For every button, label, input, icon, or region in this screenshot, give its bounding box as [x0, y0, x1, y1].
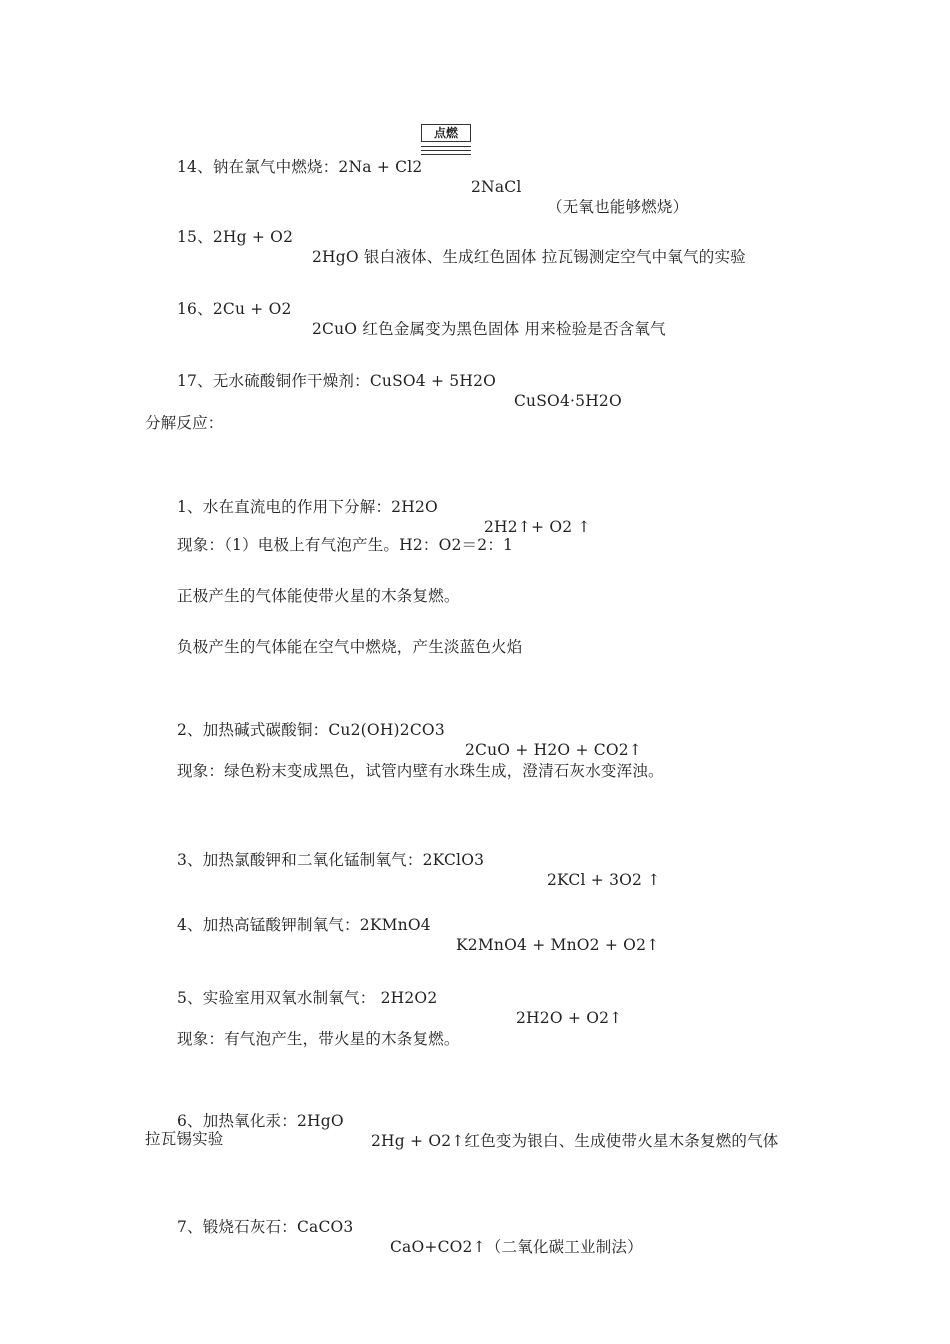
decomp-5-products: 2H2O + O2↑ [516, 1009, 623, 1027]
reaction-14-note: （无氧也能够燃烧） [547, 198, 689, 216]
decomp-1-products: 2H2↑+ O2 ↑ [484, 518, 591, 536]
reaction-17 [177, 351, 877, 410]
decomp-7-products: CaO+CO2↑（二氧化碳工业制法） [390, 1238, 643, 1256]
reaction-15-products: 2HgO 银白液体、生成红色固体 拉瓦锡测定空气中氧气的实验 [312, 248, 746, 266]
decomp-7-reactants: 7、锻烧石灰石：CaCO3 [177, 1218, 354, 1236]
equation-bar-top [421, 146, 471, 147]
reaction-14-reactants: 14、钠在氯气中燃烧：2Na + Cl2 [177, 158, 423, 176]
decomp-6-reactants: 6、加热氧化汞：2HgO [177, 1112, 344, 1130]
reaction-16-reactants: 16、2Cu + O2 [177, 300, 292, 318]
reaction-15-reactants: 15、2Hg + O2 [177, 228, 294, 246]
section-title-decomposition: 分解反应： [145, 414, 224, 432]
decomp-2-reactants: 2、加热碱式碳酸铜：Cu2(OH)2CO3 [177, 721, 445, 739]
decomp-3 [177, 830, 877, 889]
reaction-15 [177, 207, 877, 266]
decomp-5-reactants: 5、实验室用双氧水制氧气： 2H2O2 [177, 989, 438, 1007]
reaction-14 [177, 137, 877, 216]
reaction-17-reactants: 17、无水硫酸铜作干燥剂：CuSO4 + 5H2O [177, 372, 497, 390]
decomp-6-products: 2Hg + O2↑红色变为银白、生成使带火星木条复燃的气体 [371, 1132, 779, 1150]
reaction-condition-box: 点燃 [421, 124, 471, 142]
equation-bar-bottom [421, 154, 471, 155]
decomp-1-negative-electrode: 负极产生的气体能在空气中燃烧，产生淡蓝色火焰 [177, 638, 523, 656]
reaction-16 [177, 279, 877, 338]
decomp-5-phenomenon: 现象：有气泡产生，带火星的木条复燃。 [177, 1030, 460, 1048]
decomp-4-reactants: 4、加热高锰酸钾制氧气：2KMnO4 [177, 916, 431, 934]
reaction-16-products: 2CuO 红色金属变为黑色固体 用来检验是否含氧气 [312, 320, 666, 338]
decomp-7 [177, 1197, 877, 1256]
reaction-17-products: CuSO4·5H2O [514, 392, 622, 410]
decomp-6-continuation: 拉瓦锡实验 [145, 1130, 224, 1148]
decomp-3-reactants: 3、加热氯酸钾和二氧化锰制氧气：2KClO3 [177, 851, 485, 869]
decomp-1-phenomenon: 现象：（1）电极上有气泡产生。H2：O2＝2：1 [177, 536, 514, 554]
decomp-2-phenomenon: 现象：绿色粉末变成黑色，试管内壁有水珠生成，澄清石灰水变浑浊。 [177, 762, 664, 780]
decomp-3-products: 2KCl + 3O2 ↑ [547, 871, 661, 889]
decomp-1-positive-electrode: 正极产生的气体能使带火星的木条复燃。 [177, 587, 460, 605]
decomp-1 [177, 477, 877, 536]
decomp-2-products: 2CuO + H2O + CO2↑ [465, 741, 642, 759]
decomp-5 [177, 968, 877, 1027]
decomp-4-products: K2MnO4 + MnO2 + O2↑ [456, 936, 660, 954]
decomp-4 [177, 895, 877, 954]
equation-bar-middle [421, 150, 471, 151]
reaction-14-products: 2NaCl [471, 178, 522, 196]
decomp-1-reactants: 1、水在直流电的作用下分解：2H2O [177, 498, 438, 516]
decomp-2 [177, 700, 877, 759]
